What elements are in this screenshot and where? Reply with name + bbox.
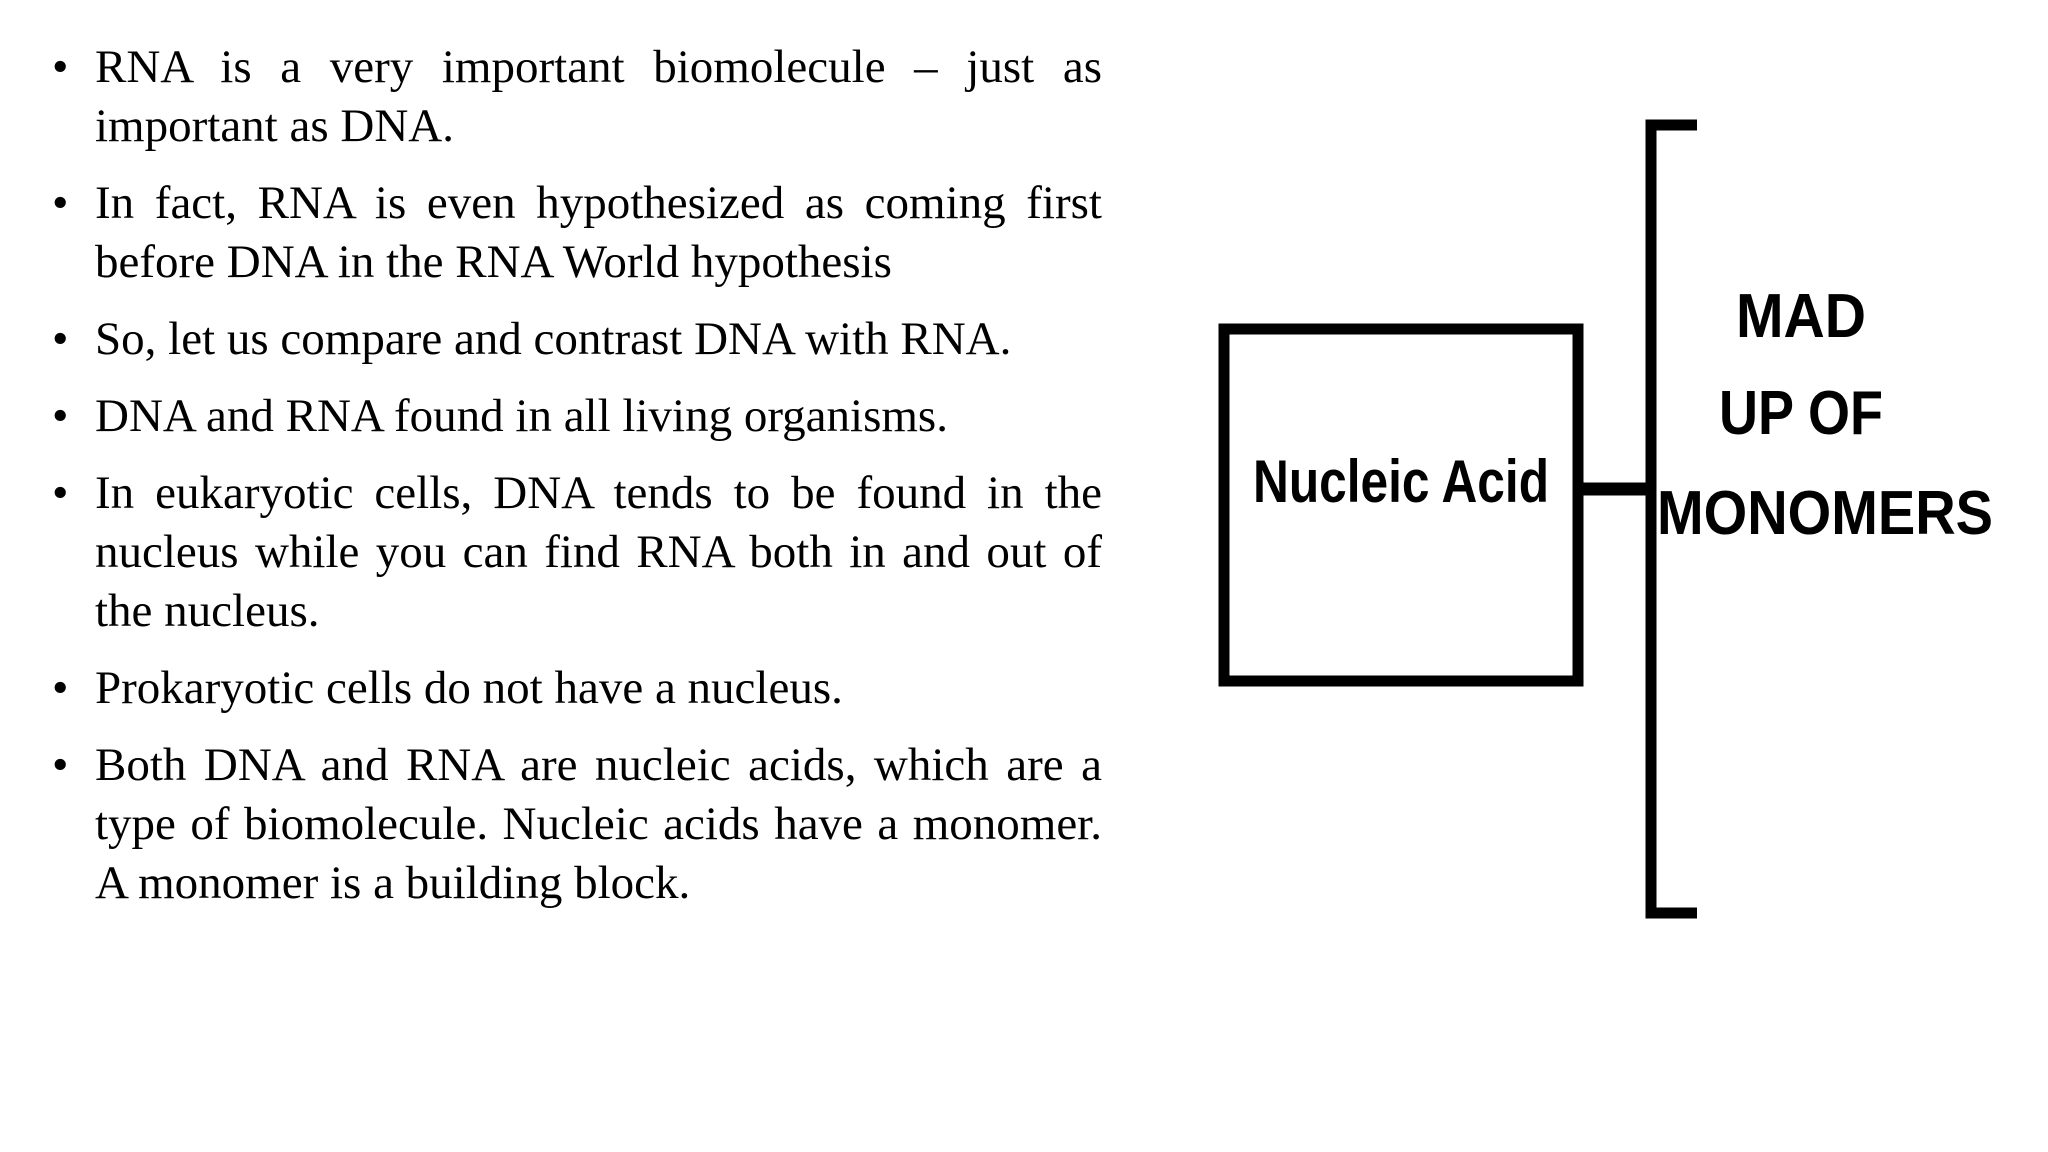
bullet-dot: •	[52, 662, 69, 714]
bullet-dot: •	[52, 390, 69, 442]
bullet-text: Both DNA and RNA are nucleic acids, which are a type of biomolecule. Nucleic acids have a monomer. A monomer is a building block.	[95, 739, 1102, 909]
bullet-item	[52, 310, 1102, 369]
side-label-line-1: MAD	[1736, 282, 1866, 351]
bullet-item	[52, 38, 1102, 156]
bullet-item	[52, 659, 1102, 718]
bullet-item	[52, 174, 1102, 292]
bullet-dot: •	[52, 739, 69, 791]
bullet-text: In fact, RNA is even hypothesized as coming first before DNA in the RNA World hypothesis	[95, 177, 1102, 288]
bullet-dot: •	[52, 177, 69, 229]
box-label: Nucleic Acid	[1253, 448, 1549, 515]
bullet-text: So, let us compare and contrast DNA with RNA.	[95, 313, 1012, 365]
side-label-line-2: UP OF	[1719, 379, 1883, 448]
bullet-text: RNA is a very important biomolecule – just as important as DNA.	[95, 41, 1102, 152]
bullet-text: DNA and RNA found in all living organisms.	[95, 390, 948, 442]
bullet-item	[52, 464, 1102, 641]
bullet-text: Prokaryotic cells do not have a nucleus.	[95, 662, 843, 714]
bullet-item	[52, 387, 1102, 446]
bracket	[1651, 125, 1697, 913]
side-label-line-3: MONOMERS	[1657, 479, 1993, 548]
bullet-text: In eukaryotic cells, DNA tends to be found in the nucleus while you can find RNA both in and out of the nucleus.	[95, 467, 1102, 637]
bullet-item	[52, 736, 1102, 913]
bullet-dot: •	[52, 467, 69, 519]
bullet-dot: •	[52, 313, 69, 365]
bullet-list	[52, 38, 1102, 931]
bullet-dot: •	[52, 41, 69, 93]
nucleic-acid-box	[1224, 329, 1578, 681]
